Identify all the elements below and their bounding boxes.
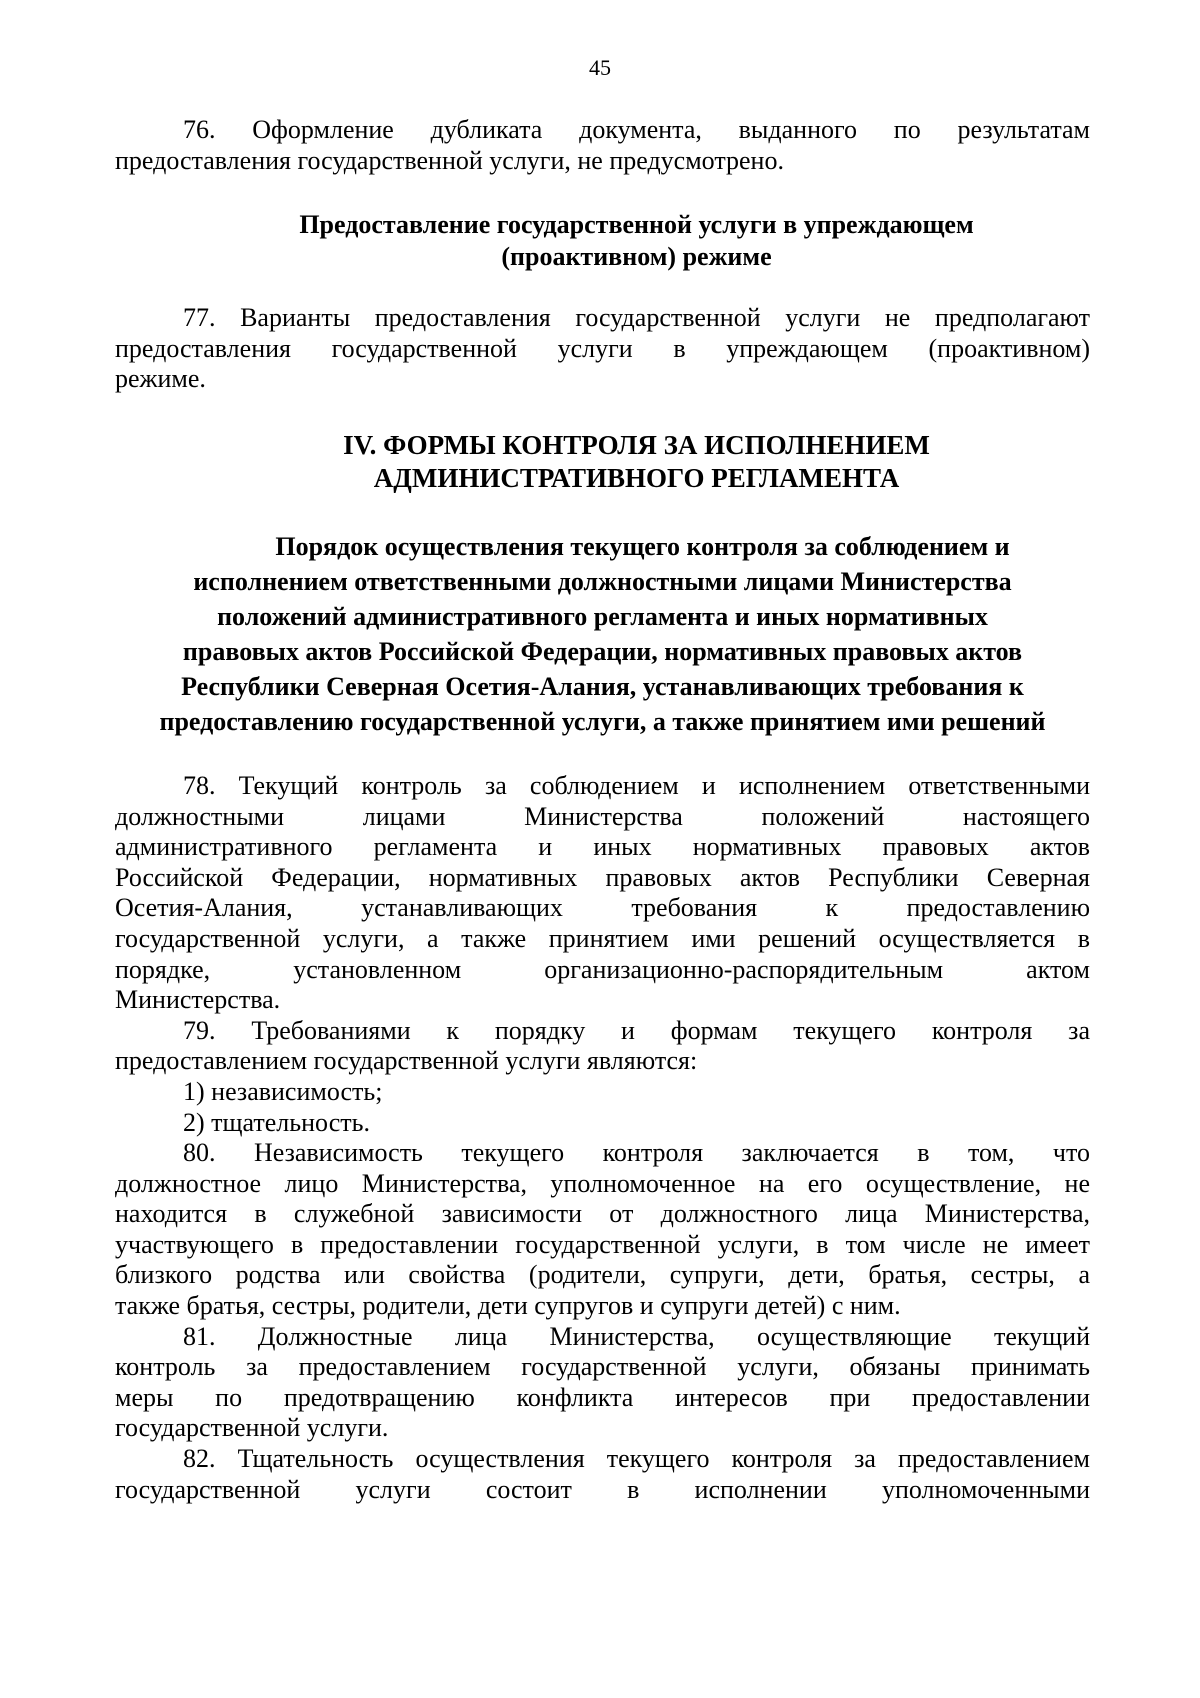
heading-line: Порядок осуществления текущего контроля за соблюдением и (275, 531, 1010, 561)
section-heading-iv (115, 429, 1090, 495)
paragraph-line: Российской Федерации, нормативных правовых актов Республики Северная (115, 862, 1090, 892)
page-number: 45 (589, 55, 611, 80)
paragraph-line: также братья, сестры, родители, дети супругов и супруги детей) с ним. (115, 1291, 901, 1321)
paragraph-line: 77. Варианты предоставления государственной услуги не предполагают (183, 303, 1090, 333)
paragraph-line: Министерства. (115, 985, 281, 1015)
paragraph-line: должностное лицо Министерства, уполномоченное на его осуществление, не (115, 1168, 1090, 1198)
paragraph-line: режиме. (115, 364, 206, 394)
heading-line: Предоставление государственной услуги в упреждающем (299, 210, 974, 240)
paragraph-line: меры по предотвращению конфликта интересов при предоставлении (115, 1382, 1090, 1412)
paragraph-line: государственной услуги состоит в исполнении уполномоченными (115, 1474, 1090, 1504)
paragraph-82 (115, 1444, 1090, 1505)
paragraph-79 (115, 1016, 1090, 1138)
paragraph-78 (115, 771, 1090, 1016)
paragraph-line: 80. Независимость текущего контроля заключается в том, что (183, 1138, 1090, 1168)
paragraph-line: предоставления государственной услуги, не предусмотрено. (115, 145, 784, 175)
paragraph-line: близкого родства или свойства (родители, супруги, дети, братья, сестры, а (115, 1260, 1090, 1290)
paragraph-80 (115, 1138, 1090, 1322)
list-item: 2) тщательность. (183, 1107, 370, 1137)
paragraph-line: Осетия-Алания, устанавливающих требования к предоставлению (115, 893, 1090, 923)
paragraph-line: предоставления государственной услуги в упреждающем (проактивном) (115, 333, 1090, 363)
heading-line: IV. ФОРМЫ КОНТРОЛЯ ЗА ИСПОЛНЕНИЕМ (343, 429, 930, 460)
heading-line: исполнением ответственными должностными лицами Министерства (193, 566, 1012, 596)
heading-line: положений административного регламента и иных нормативных (217, 601, 988, 631)
paragraph-line: находится в служебной зависимости от должностного лица Министерства, (115, 1199, 1090, 1229)
page-content (115, 115, 1090, 1505)
paragraph-81 (115, 1322, 1090, 1444)
paragraph-77 (115, 303, 1090, 395)
paragraph-line: 79. Требованиями к порядку и формам текущего контроля за (183, 1015, 1090, 1045)
heading-line: правовых актов Российской Федерации, нормативных правовых актов (182, 636, 1023, 666)
paragraph-line: порядке, установленном организационно-распорядительным актом (115, 954, 1090, 984)
subsection-heading-control (115, 529, 1090, 739)
paragraph-line: 82. Тщательность осуществления текущего контроля за предоставлением (183, 1444, 1090, 1474)
paragraph-line: государственной услуги, а также принятием ими решений осуществляется в (115, 923, 1090, 953)
paragraph-line: административного регламента и иных нормативных правовых актов (115, 832, 1090, 862)
paragraph-line: 76. Оформление дубликата документа, выданного по результатам (183, 115, 1090, 144)
paragraph-76 (115, 115, 1090, 176)
paragraph-line: контроль за предоставлением государственной услуги, обязаны принимать (115, 1352, 1090, 1382)
paragraph-line: 78. Текущий контроль за соблюдением и исполнением ответственными (183, 770, 1090, 800)
heading-line: АДМИНИСТРАТИВНОГО РЕГЛАМЕНТА (373, 462, 900, 493)
heading-line: предоставлению государственной услуги, а также принятием ими решений (159, 706, 1046, 736)
paragraph-line: предоставлением государственной услуги являются: (115, 1046, 698, 1076)
subsection-heading-proactive (115, 209, 1090, 273)
paragraph-line: участвующего в предоставлении государственной услуги, в том числе не имеет (115, 1229, 1090, 1259)
paragraph-line: должностными лицами Министерства положений настоящего (115, 801, 1090, 831)
heading-line: Республики Северная Осетия-Алания, устанавливающих требования к (181, 671, 1024, 701)
heading-line: (проактивном) режиме (501, 242, 772, 272)
paragraph-line: государственной услуги. (115, 1413, 389, 1443)
paragraph-line: 81. Должностные лица Министерства, осуществляющие текущий (183, 1321, 1090, 1351)
list-item: 1) независимость; (183, 1076, 383, 1106)
